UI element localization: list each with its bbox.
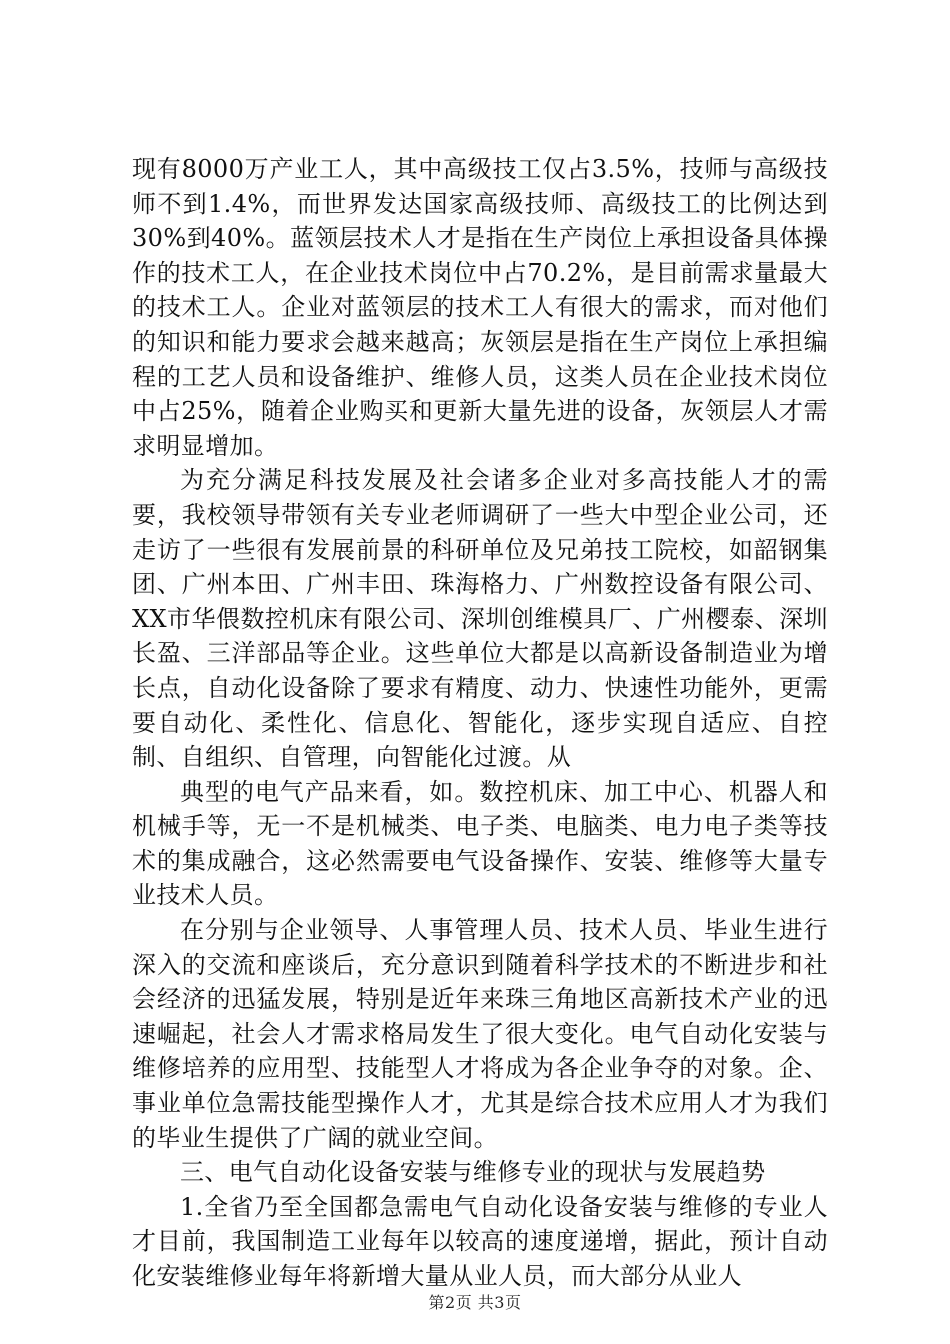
paragraph-4: 在分别与企业领导、人事管理人员、技术人员、毕业生进行深入的交流和座谈后，充分意识到随着科学技术的不断进步和社会经济的迅猛发展，特别是近年来珠三角地区高新技术产业的迅速崛起，社会人才需求格局发生了很大变化。电气自动化安装与维修培养的应用型、技能型人才将成为各企业争夺的对象。企、事业单位急需技能型操作人才，尤其是综合技术应用人才为我们的毕业生提供了广阔的就业空间。 xyxy=(132,916,828,1152)
section-heading: 三、电气自动化设备安装与维修专业的现状与发展趋势 xyxy=(180,1158,766,1187)
paragraph-5: 1.全省乃至全国都急需电气自动化设备安装与维修的专业人才目前，我国制造工业每年以较高的速度递增，据此，预计自动化安装维修业每年将新增大量从业人员，而大部分从业人 xyxy=(132,1192,828,1290)
paragraph-1: 现有8000万产业工人，其中高级技工仅占3.5%，技师与高级技师不到1.4%，而世界发达国家高级技师、高级技工的比例达到30%到40%。蓝领层技术人才是指在生产岗位上承担设备具体操作的技术工人，在企业技术岗位中占70.2%，是目前需求量最大的技术工人。企业对蓝领层的技术工人有很大的需求，而对他们的知识和能力要求会越来越高；灰领层是指在生产岗位上承担编程的工艺人员和设备维护、维修人员，这类人员在企业技术岗位中占25%，随着企业购买和更新大量先进的设备，灰领层人才需求明显增加。 xyxy=(132,155,828,460)
page-footer: 第2页 共3页 xyxy=(428,1293,522,1312)
paragraph-3: 典型的电气产品来看，如。数控机床、加工中心、机器人和机械手等，无一不是机械类、电子类、电脑类、电力电子类等技术的集成融合，这必然需要电气设备操作、安装、维修等大量专业技术人员。 xyxy=(132,777,828,910)
paragraph-2: 为充分满足科技发展及社会诸多企业对多高技能人才的需要，我校领导带领有关专业老师调研了一些大中型企业公司，还走访了一些很有发展前景的科研单位及兄弟技工院校，如韶钢集团、广州本田、广州丰田、珠海格力、广州数控设备有限公司、XX市华偎数控机床有限公司、深圳创维模具厂、广州樱泰、深圳长盈、三洋部品等企业。这些单位大都是以高新设备制造业为增长点，自动化设备除了要求有精度、动力、快速性功能外，更需要自动化、柔性化、信息化、智能化，逐步实现自适应、自控制、自组织、自管理，向智能化过渡。从 xyxy=(132,466,828,772)
document-body xyxy=(132,152,828,1294)
